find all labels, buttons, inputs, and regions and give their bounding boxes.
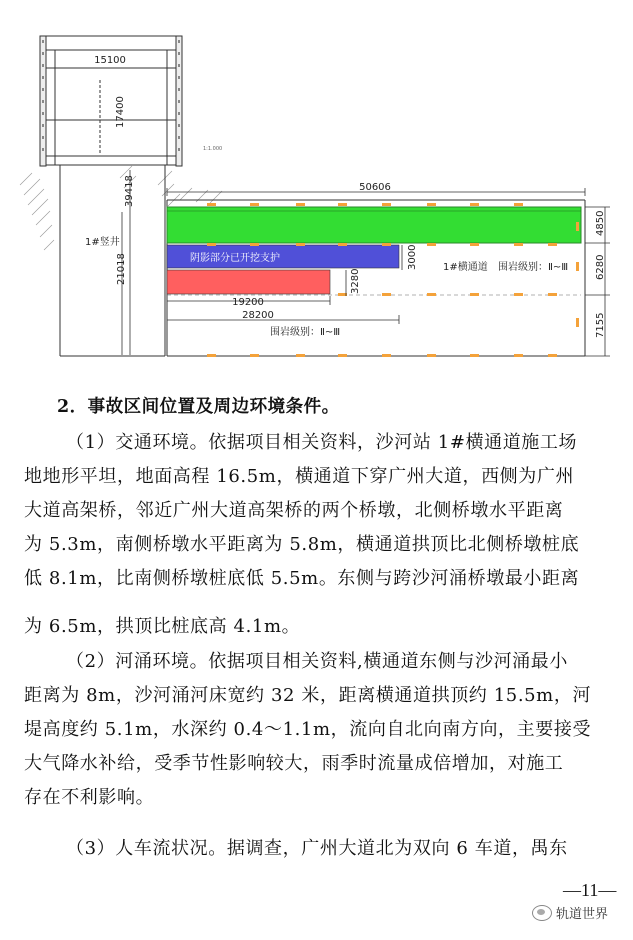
shaft-lower-body	[55, 160, 167, 356]
dim-total-length: 50606	[359, 182, 391, 193]
dim-red-height: 3280	[350, 268, 361, 294]
paragraph-line: 大道高架桥，邻近广州大道高架桥的两个桥墩，北侧桥墩水平距离	[24, 500, 564, 521]
dim-layer2: 6280	[595, 254, 606, 280]
section-heading: 2．事故区间位置及周边环境条件。	[57, 397, 340, 417]
rock-grade-label: 围岩级别：Ⅱ~Ⅲ	[498, 262, 569, 273]
dim-red-length: 19200	[232, 297, 264, 308]
dim-layer1: 4850	[595, 210, 606, 236]
paragraph-line: 低 8.1m，比南侧桥墩桩底低 5.5m。东侧与跨沙河涌桥墩最小距离	[24, 568, 580, 589]
wechat-icon	[532, 905, 552, 921]
paragraph-line: （2）河涌环境。依据项目相关资料,横通道东侧与沙河涌最小	[66, 651, 568, 672]
dim-blue-height: 3000	[407, 244, 418, 270]
dim-layer3: 7155	[595, 312, 606, 338]
dim-lower-height: 21018	[116, 253, 127, 285]
green-zone	[167, 207, 581, 243]
excavated-label: 阴影部分已开挖支护	[190, 253, 280, 264]
dim-blue-length: 28200	[242, 310, 274, 321]
paragraph-line: 大气降水补给，受季节性影响较大，雨季时流量成倍增加，对施工	[24, 753, 564, 774]
watermark-text: 轨道世界	[556, 907, 609, 922]
dim-total-height: 39418	[124, 175, 135, 207]
cross-section-drawing	[0, 0, 633, 375]
paragraph-line: 为 5.3m，南侧桥墩水平距离为 5.8m，横通道拱顶比北侧桥墩桩底	[24, 534, 580, 555]
paragraph-line: 距离为 8m，沙河涌河床宽约 32 米，距离横通道拱顶约 15.5m，河	[24, 685, 592, 706]
rock-grade-label-bottom: 围岩级别：Ⅱ~Ⅲ	[270, 327, 341, 338]
shaft-label: 1#竖井	[85, 237, 120, 248]
dim-upper-height: 17400	[115, 96, 126, 128]
paragraph-line: 地地形平坦，地面高程 16.5m，横通道下穿广州大道，西侧为广州	[24, 466, 575, 487]
paragraph-line: 为 6.5m，拱顶比桩底高 4.1m。	[24, 616, 301, 637]
paragraph-line: （1）交通环境。依据项目相关资料，沙河站 1#横通道施工场	[66, 432, 578, 453]
page-number: —11—	[563, 880, 617, 900]
passage-label: 1#横通道	[443, 262, 488, 273]
paragraph-line: 存在不利影响。	[24, 787, 155, 808]
dim-shaft-width: 15100	[94, 55, 126, 66]
dim-blue-length-line	[167, 315, 399, 324]
paragraph-line: （3）人车流状况。据调查，广州大道北为双向 6 车道，禺东	[66, 838, 568, 859]
watermark	[532, 903, 608, 922]
scale-note: 1:1.000	[203, 146, 223, 152]
excavated-red-zone	[167, 270, 330, 294]
paragraph-line: 堤高度约 5.1m，水深约 0.4～1.1m，流向自北向南方向，主要接受	[24, 719, 592, 740]
